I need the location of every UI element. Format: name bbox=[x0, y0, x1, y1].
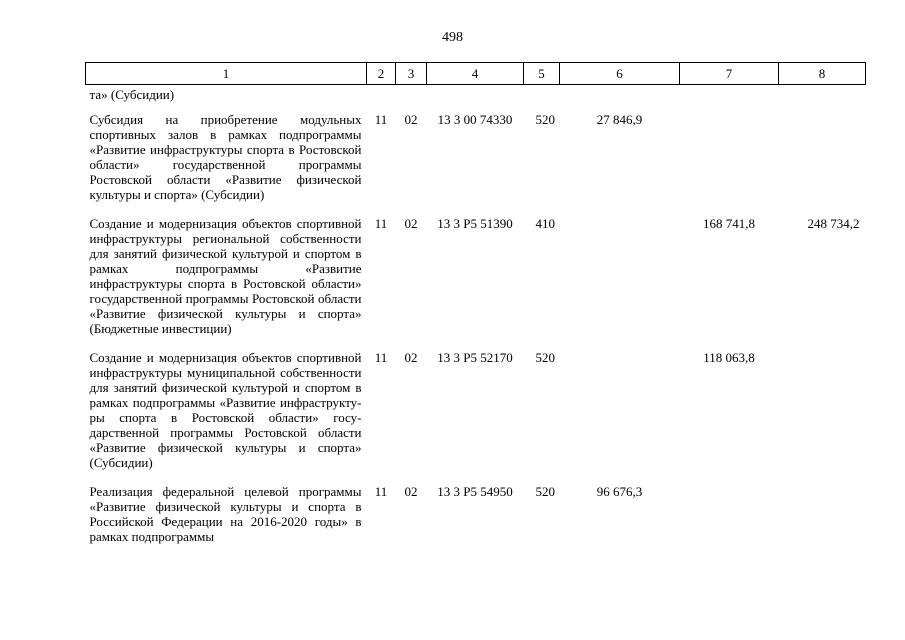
row-amount-col8: 248 734,2 bbox=[807, 216, 860, 231]
continuation-text: та» (Субсидии) bbox=[89, 87, 175, 102]
row-subsection: 02 bbox=[404, 350, 418, 365]
column-header-7: 7 bbox=[680, 63, 779, 85]
row-section: 11 bbox=[374, 484, 388, 499]
row-amount-col7 bbox=[680, 112, 779, 216]
header-row bbox=[86, 63, 866, 85]
row-target-article: 13 3 P5 52170 bbox=[437, 350, 513, 365]
table-row bbox=[86, 350, 866, 484]
row-amount-col6 bbox=[560, 216, 680, 350]
row-subsection: 02 bbox=[404, 112, 418, 127]
row-amount-col7: 118 063,8 bbox=[703, 350, 755, 365]
row-target-article: 13 3 00 74330 bbox=[437, 112, 513, 127]
row-section: 11 bbox=[374, 350, 388, 365]
row-subsection: 02 bbox=[404, 216, 418, 231]
row-amount-col8 bbox=[779, 350, 866, 484]
row-description: Реализация федеральной целевой программы «Развитие физической культуры и спорта в Российской Федерации на 2016-2020 годы» в рамках подпрограммы bbox=[89, 484, 362, 544]
row-target-article: 13 3 P5 51390 bbox=[437, 216, 513, 231]
row-amount-col7 bbox=[680, 484, 779, 558]
row-amount-col8 bbox=[779, 484, 866, 558]
table-row bbox=[86, 484, 866, 558]
budget-table-container bbox=[85, 62, 865, 558]
row-amount-col6: 96 676,3 bbox=[596, 484, 643, 499]
row-section: 11 bbox=[374, 112, 388, 127]
row-amount-col7: 168 741,8 bbox=[703, 216, 755, 231]
row-description: Создание и модернизация объектов спортивной инфраструктуры муниципальной собственности для занятий физической культурой и спортом в рамках подпрограммы «Развитие инфраструктуры спорта в Ростовской области» государственной программы Ростовской области «Развитие физической культуры и спорта» (Субсидии) bbox=[89, 350, 362, 470]
column-header-1: 1 bbox=[86, 63, 367, 85]
row-expense-type: 520 bbox=[535, 350, 555, 365]
row-target-article: 13 3 P5 54950 bbox=[437, 484, 513, 499]
column-header-8: 8 bbox=[779, 63, 866, 85]
row-amount-col6 bbox=[560, 350, 680, 484]
continuation-row bbox=[86, 85, 866, 113]
row-section: 11 bbox=[374, 216, 388, 231]
row-expense-type: 410 bbox=[535, 216, 555, 231]
budget-table bbox=[85, 62, 866, 558]
row-description: Создание и модернизация объектов спортивной инфраструктуры региональной собственности для занятий физической культурой и спортом в рамках подпрограммы «Развитие инфраструктуры спорта в Ростовской области» государственной программы Ростовской области «Развитие физической культуры и спорта» (Бюджетные инвестиции) bbox=[89, 216, 362, 336]
column-header-3: 3 bbox=[396, 63, 427, 85]
row-subsection: 02 bbox=[404, 484, 418, 499]
row-description: Субсидия на приобретение модульных спортивных залов в рамках подпрограммы «Развитие инфраструктуры спорта в Ростовской области» государственной программы Ростовской области «Развитие физической культуры и спорта» (Субсидии) bbox=[89, 112, 362, 202]
row-amount-col6: 27 846,9 bbox=[596, 112, 643, 127]
row-amount-col8 bbox=[779, 112, 866, 216]
column-header-6: 6 bbox=[560, 63, 680, 85]
row-expense-type: 520 bbox=[535, 484, 555, 499]
column-header-4: 4 bbox=[427, 63, 524, 85]
column-header-5: 5 bbox=[524, 63, 560, 85]
table-row bbox=[86, 216, 866, 350]
row-expense-type: 520 bbox=[535, 112, 555, 127]
page-number: 498 bbox=[442, 30, 463, 45]
column-header-2: 2 bbox=[367, 63, 396, 85]
table-row bbox=[86, 112, 866, 216]
